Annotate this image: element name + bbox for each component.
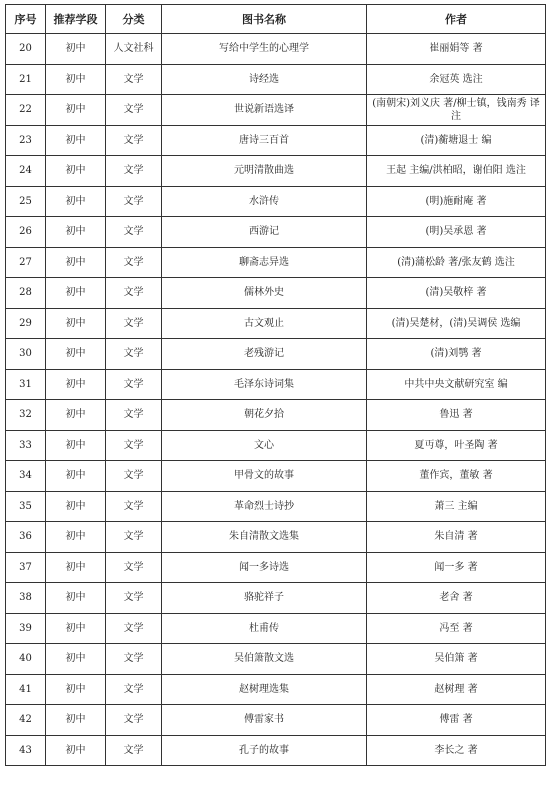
cell-serial-number: 23 xyxy=(6,125,46,156)
table-row xyxy=(6,247,546,278)
cell-author: (南朝宋)刘义庆 著/柳士镇，钱南秀 译注 xyxy=(367,95,546,126)
cell-serial-number: 28 xyxy=(6,278,46,309)
cell-recommended-stage: 初中 xyxy=(46,125,106,156)
cell-author: 傅雷 著 xyxy=(367,705,546,736)
cell-author: 董作宾，董敏 著 xyxy=(367,461,546,492)
cell-category: 文学 xyxy=(106,278,162,309)
cell-recommended-stage: 初中 xyxy=(46,278,106,309)
cell-serial-number: 35 xyxy=(6,491,46,522)
cell-serial-number: 31 xyxy=(6,369,46,400)
cell-serial-number: 30 xyxy=(6,339,46,370)
cell-recommended-stage: 初中 xyxy=(46,95,106,126)
cell-category: 文学 xyxy=(106,64,162,95)
cell-category: 文学 xyxy=(106,522,162,553)
cell-book-title: 闻一多诗选 xyxy=(162,552,367,583)
cell-author: 余冠英 选注 xyxy=(367,64,546,95)
cell-category: 文学 xyxy=(106,308,162,339)
header-row xyxy=(6,5,546,34)
table-row xyxy=(6,64,546,95)
table-row xyxy=(6,491,546,522)
cell-serial-number: 37 xyxy=(6,552,46,583)
cell-category: 文学 xyxy=(106,583,162,614)
cell-recommended-stage: 初中 xyxy=(46,64,106,95)
cell-author: (清)蒲松龄 著/张友鹤 选注 xyxy=(367,247,546,278)
cell-author: 夏丏尊，叶圣陶 著 xyxy=(367,430,546,461)
header-book-title: 图书名称 xyxy=(162,5,367,34)
cell-book-title: 老残游记 xyxy=(162,339,367,370)
header-recommended-stage: 推荐学段 xyxy=(46,5,106,34)
cell-author: 崔丽娟等 著 xyxy=(367,34,546,65)
cell-category: 人文社科 xyxy=(106,34,162,65)
cell-book-title: 西游记 xyxy=(162,217,367,248)
cell-author: 冯至 著 xyxy=(367,613,546,644)
cell-recommended-stage: 初中 xyxy=(46,583,106,614)
table-body xyxy=(6,34,546,766)
cell-recommended-stage: 初中 xyxy=(46,186,106,217)
table-row xyxy=(6,613,546,644)
cell-book-title: 毛泽东诗词集 xyxy=(162,369,367,400)
table-row xyxy=(6,522,546,553)
cell-category: 文学 xyxy=(106,247,162,278)
cell-recommended-stage: 初中 xyxy=(46,400,106,431)
cell-recommended-stage: 初中 xyxy=(46,461,106,492)
cell-serial-number: 20 xyxy=(6,34,46,65)
cell-category: 文学 xyxy=(106,735,162,766)
cell-author: 老舍 著 xyxy=(367,583,546,614)
cell-serial-number: 24 xyxy=(6,156,46,187)
table-row xyxy=(6,674,546,705)
cell-book-title: 傅雷家书 xyxy=(162,705,367,736)
cell-serial-number: 38 xyxy=(6,583,46,614)
cell-book-title: 孔子的故事 xyxy=(162,735,367,766)
table-row xyxy=(6,583,546,614)
cell-recommended-stage: 初中 xyxy=(46,217,106,248)
cell-author: 赵树理 著 xyxy=(367,674,546,705)
cell-recommended-stage: 初中 xyxy=(46,522,106,553)
cell-recommended-stage: 初中 xyxy=(46,552,106,583)
table-row xyxy=(6,125,546,156)
cell-book-title: 朝花夕拾 xyxy=(162,400,367,431)
cell-author: (明)施耐庵 著 xyxy=(367,186,546,217)
cell-recommended-stage: 初中 xyxy=(46,491,106,522)
cell-book-title: 唐诗三百首 xyxy=(162,125,367,156)
table-row xyxy=(6,34,546,65)
cell-author: (清)蘅塘退士 编 xyxy=(367,125,546,156)
header-category: 分类 xyxy=(106,5,162,34)
cell-serial-number: 33 xyxy=(6,430,46,461)
cell-author: 朱自清 著 xyxy=(367,522,546,553)
cell-book-title: 世说新语选译 xyxy=(162,95,367,126)
cell-category: 文学 xyxy=(106,613,162,644)
table-row xyxy=(6,278,546,309)
header-author: 作者 xyxy=(367,5,546,34)
cell-recommended-stage: 初中 xyxy=(46,34,106,65)
cell-book-title: 元明清散曲选 xyxy=(162,156,367,187)
cell-book-title: 儒林外史 xyxy=(162,278,367,309)
table-row xyxy=(6,186,546,217)
cell-category: 文学 xyxy=(106,400,162,431)
cell-serial-number: 39 xyxy=(6,613,46,644)
cell-author: 中共中央文献研究室 编 xyxy=(367,369,546,400)
cell-recommended-stage: 初中 xyxy=(46,735,106,766)
cell-category: 文学 xyxy=(106,461,162,492)
book-list-table xyxy=(5,4,546,766)
cell-serial-number: 22 xyxy=(6,95,46,126)
cell-serial-number: 29 xyxy=(6,308,46,339)
cell-serial-number: 42 xyxy=(6,705,46,736)
table-row xyxy=(6,461,546,492)
cell-recommended-stage: 初中 xyxy=(46,369,106,400)
cell-category: 文学 xyxy=(106,339,162,370)
cell-author: 王起 主编/洪柏昭，谢伯阳 选注 xyxy=(367,156,546,187)
cell-author: (清)吴楚材，(清)吴调侯 选编 xyxy=(367,308,546,339)
table-row xyxy=(6,705,546,736)
cell-category: 文学 xyxy=(106,705,162,736)
cell-category: 文学 xyxy=(106,95,162,126)
cell-author: 闻一多 著 xyxy=(367,552,546,583)
cell-recommended-stage: 初中 xyxy=(46,705,106,736)
table-row xyxy=(6,156,546,187)
cell-author: (明)吴承恩 著 xyxy=(367,217,546,248)
table-header xyxy=(6,5,546,34)
cell-category: 文学 xyxy=(106,125,162,156)
cell-serial-number: 25 xyxy=(6,186,46,217)
cell-serial-number: 34 xyxy=(6,461,46,492)
cell-category: 文学 xyxy=(106,552,162,583)
table-row xyxy=(6,552,546,583)
cell-book-title: 骆驼祥子 xyxy=(162,583,367,614)
cell-book-title: 诗经选 xyxy=(162,64,367,95)
table-row xyxy=(6,400,546,431)
cell-book-title: 古文观止 xyxy=(162,308,367,339)
cell-category: 文学 xyxy=(106,217,162,248)
cell-serial-number: 26 xyxy=(6,217,46,248)
cell-recommended-stage: 初中 xyxy=(46,674,106,705)
cell-category: 文学 xyxy=(106,674,162,705)
cell-book-title: 文心 xyxy=(162,430,367,461)
cell-author: 李长之 著 xyxy=(367,735,546,766)
cell-book-title: 水浒传 xyxy=(162,186,367,217)
cell-serial-number: 41 xyxy=(6,674,46,705)
cell-book-title: 聊斋志异选 xyxy=(162,247,367,278)
cell-category: 文学 xyxy=(106,369,162,400)
cell-category: 文学 xyxy=(106,156,162,187)
table-row xyxy=(6,339,546,370)
cell-category: 文学 xyxy=(106,644,162,675)
cell-book-title: 甲骨文的故事 xyxy=(162,461,367,492)
cell-serial-number: 36 xyxy=(6,522,46,553)
cell-author: 萧三 主编 xyxy=(367,491,546,522)
table-row xyxy=(6,308,546,339)
cell-book-title: 杜甫传 xyxy=(162,613,367,644)
cell-serial-number: 27 xyxy=(6,247,46,278)
cell-recommended-stage: 初中 xyxy=(46,156,106,187)
cell-author: (清)刘鹗 著 xyxy=(367,339,546,370)
cell-author: 吴伯箫 著 xyxy=(367,644,546,675)
cell-serial-number: 43 xyxy=(6,735,46,766)
cell-recommended-stage: 初中 xyxy=(46,247,106,278)
cell-recommended-stage: 初中 xyxy=(46,644,106,675)
cell-recommended-stage: 初中 xyxy=(46,308,106,339)
table-row xyxy=(6,644,546,675)
cell-book-title: 吴伯箫散文选 xyxy=(162,644,367,675)
table-row xyxy=(6,95,546,126)
header-serial-number: 序号 xyxy=(6,5,46,34)
cell-recommended-stage: 初中 xyxy=(46,339,106,370)
cell-book-title: 写给中学生的心理学 xyxy=(162,34,367,65)
cell-author: 鲁迅 著 xyxy=(367,400,546,431)
table-row xyxy=(6,217,546,248)
table-row xyxy=(6,369,546,400)
cell-book-title: 朱自清散文选集 xyxy=(162,522,367,553)
cell-book-title: 革命烈士诗抄 xyxy=(162,491,367,522)
cell-category: 文学 xyxy=(106,186,162,217)
cell-book-title: 赵树理选集 xyxy=(162,674,367,705)
cell-serial-number: 32 xyxy=(6,400,46,431)
cell-serial-number: 21 xyxy=(6,64,46,95)
cell-category: 文学 xyxy=(106,430,162,461)
table-row xyxy=(6,430,546,461)
cell-serial-number: 40 xyxy=(6,644,46,675)
cell-category: 文学 xyxy=(106,491,162,522)
cell-recommended-stage: 初中 xyxy=(46,430,106,461)
cell-recommended-stage: 初中 xyxy=(46,613,106,644)
table-row xyxy=(6,735,546,766)
cell-author: (清)吴敬梓 著 xyxy=(367,278,546,309)
